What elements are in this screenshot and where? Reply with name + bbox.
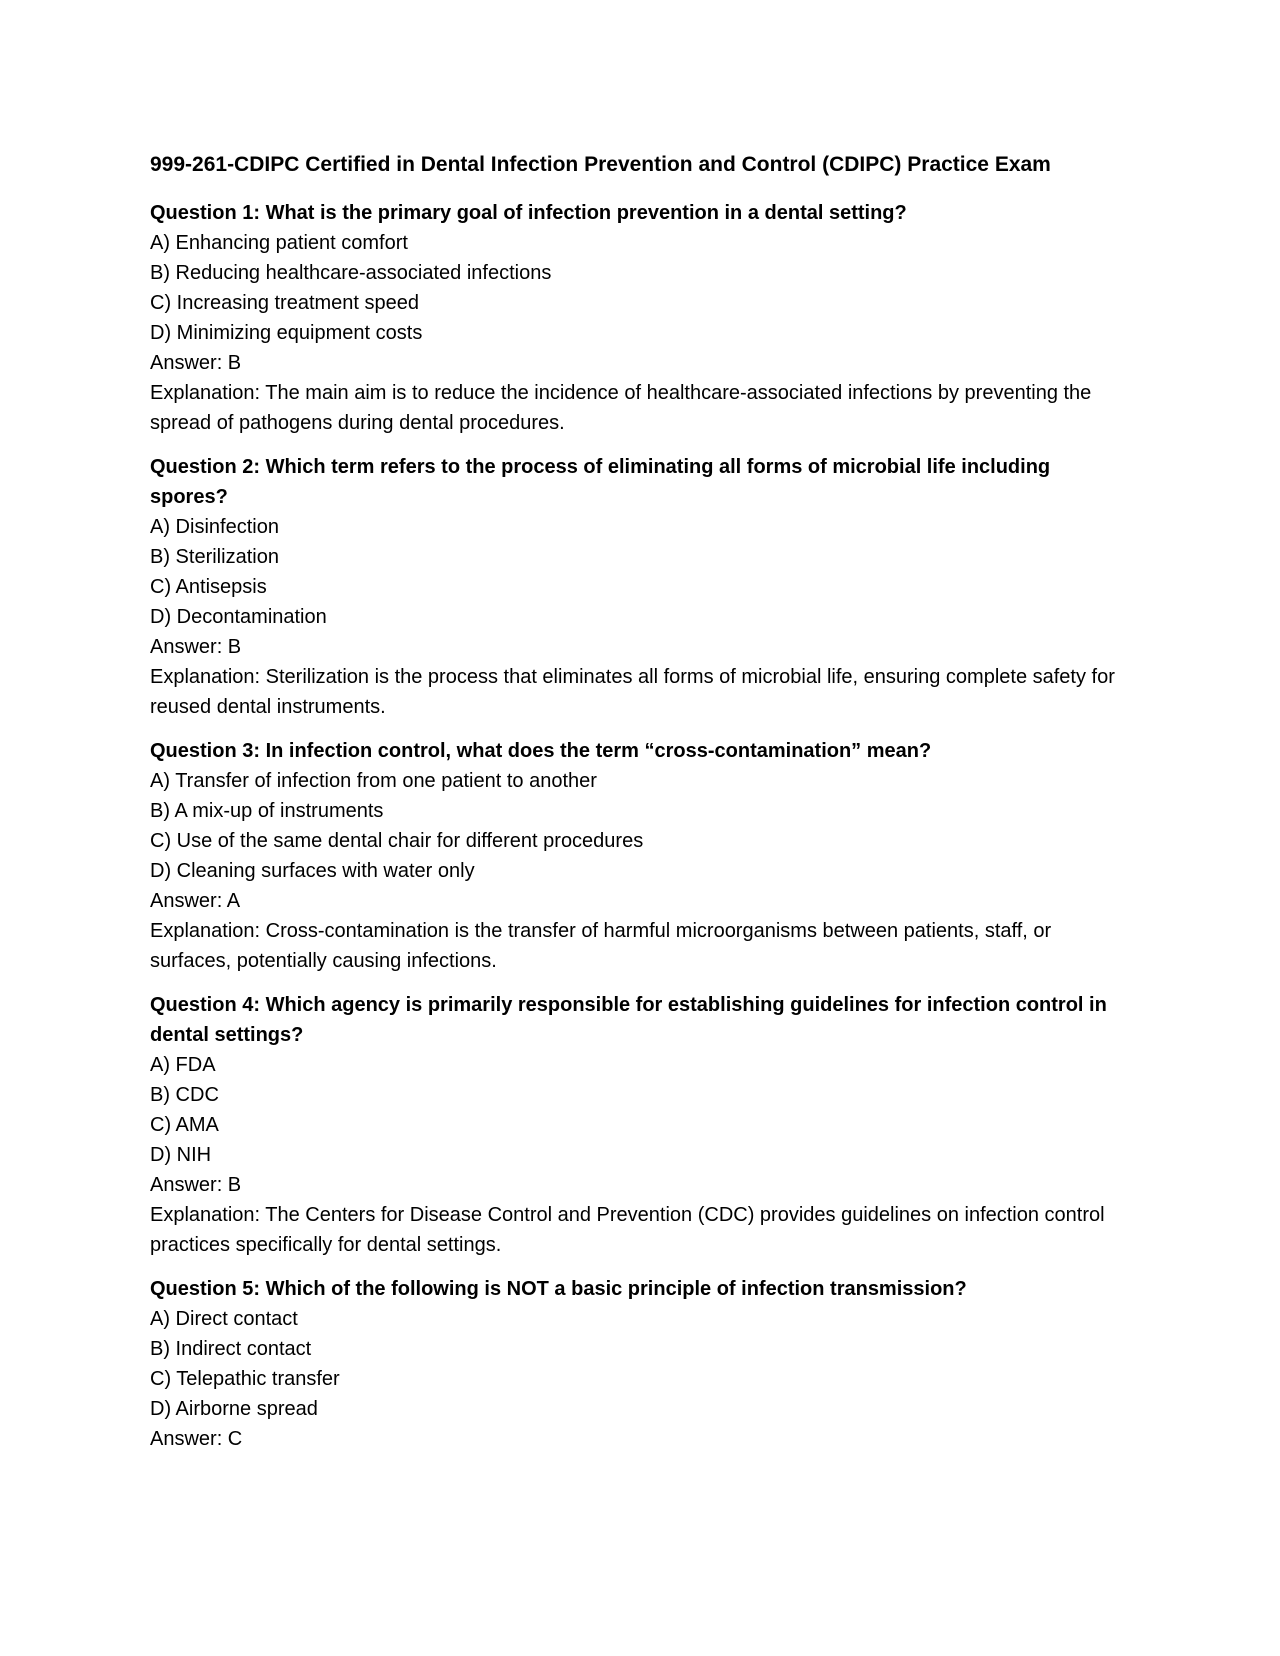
option-c: C) Use of the same dental chair for different procedures xyxy=(150,830,644,852)
question-text: Question 2: Which term refers to the process of eliminating all forms of microbial life including spores? xyxy=(150,456,1051,508)
option-b: B) Sterilization xyxy=(150,546,279,568)
option-a: A) Direct contact xyxy=(150,1308,298,1330)
question-block-1 xyxy=(150,198,1130,438)
explanation: Explanation: Sterilization is the process that eliminates all forms of microbial life, ensuring complete safety for reused dental instruments. xyxy=(150,666,1115,718)
option-c: C) Telepathic transfer xyxy=(150,1368,340,1390)
option-b: B) Reducing healthcare-associated infections xyxy=(150,262,552,284)
document-title: 999-261-CDIPC Certified in Dental Infection Prevention and Control (CDIPC) Practice Exam xyxy=(150,153,1051,176)
option-d: D) Airborne spread xyxy=(150,1398,318,1420)
option-d: D) NIH xyxy=(150,1144,212,1166)
option-d: D) Minimizing equipment costs xyxy=(150,322,423,344)
question-text: Question 4: Which agency is primarily responsible for establishing guidelines for infection control in dental settings? xyxy=(150,994,1107,1046)
explanation: Explanation: The main aim is to reduce the incidence of healthcare-associated infections by preventing the spread of pathogens during dental procedures. xyxy=(150,382,1092,434)
option-b: B) Indirect contact xyxy=(150,1338,312,1360)
question-text: Question 3: In infection control, what does the term “cross-contamination” mean? xyxy=(150,740,932,762)
document-page xyxy=(150,150,1130,1468)
answer: Answer: C xyxy=(150,1428,243,1450)
question-text: Question 5: Which of the following is NOT a basic principle of infection transmission? xyxy=(150,1278,967,1300)
answer: Answer: B xyxy=(150,636,242,658)
option-a: A) FDA xyxy=(150,1054,216,1076)
question-text: Question 1: What is the primary goal of infection prevention in a dental setting? xyxy=(150,202,907,224)
answer: Answer: A xyxy=(150,890,241,912)
question-block-5 xyxy=(150,1274,1130,1454)
question-block-2 xyxy=(150,452,1130,722)
option-a: A) Enhancing patient comfort xyxy=(150,232,408,254)
option-c: C) AMA xyxy=(150,1114,219,1136)
option-a: A) Disinfection xyxy=(150,516,279,538)
option-d: D) Cleaning surfaces with water only xyxy=(150,860,475,882)
answer: Answer: B xyxy=(150,1174,242,1196)
option-c: C) Increasing treatment speed xyxy=(150,292,420,314)
answer: Answer: B xyxy=(150,352,242,374)
option-d: D) Decontamination xyxy=(150,606,327,628)
option-b: B) A mix-up of instruments xyxy=(150,800,384,822)
explanation: Explanation: Cross-contamination is the transfer of harmful microorganisms between patients, staff, or surfaces, potentially causing infections. xyxy=(150,920,1052,972)
question-block-4 xyxy=(150,990,1130,1260)
explanation: Explanation: The Centers for Disease Control and Prevention (CDC) provides guidelines on infection control practices specifically for dental settings. xyxy=(150,1204,1105,1256)
option-a: A) Transfer of infection from one patient to another xyxy=(150,770,597,792)
question-block-3 xyxy=(150,736,1130,976)
option-b: B) CDC xyxy=(150,1084,219,1106)
option-c: C) Antisepsis xyxy=(150,576,267,598)
